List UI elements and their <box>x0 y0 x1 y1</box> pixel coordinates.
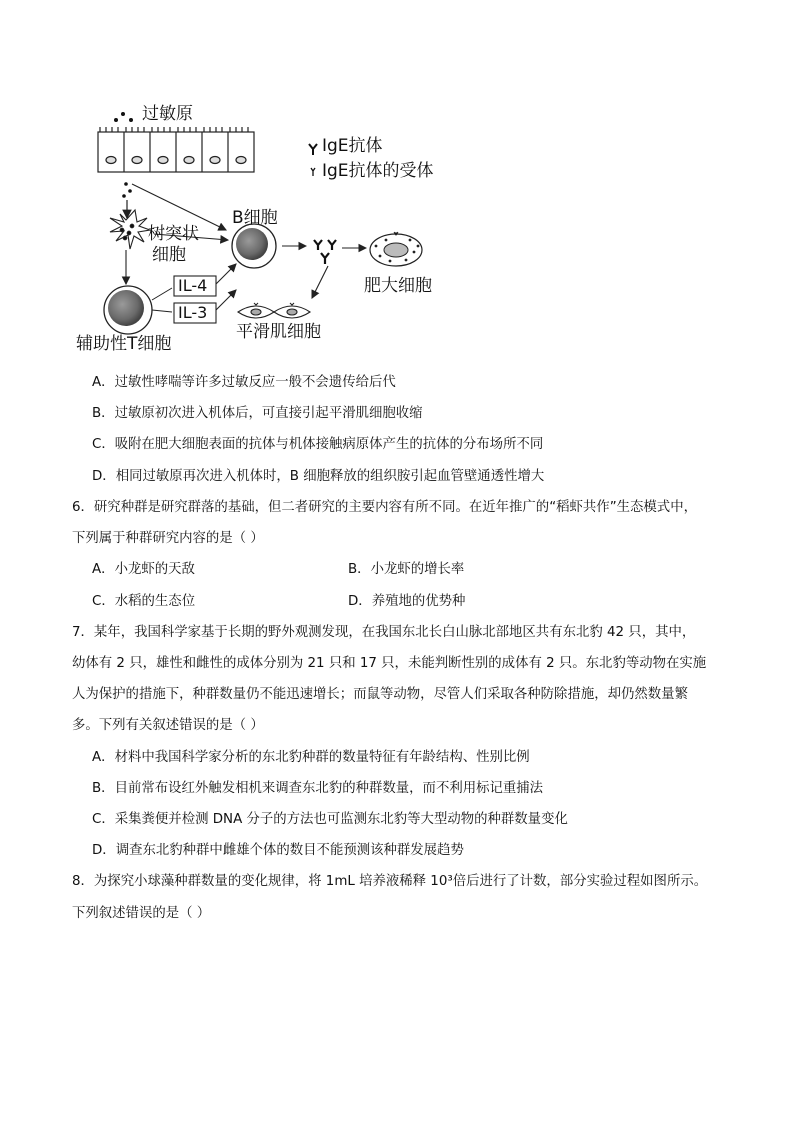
q6-option-b: B．小龙虾的增长率 <box>348 562 465 577</box>
label-b-cell: B细胞 <box>232 208 278 228</box>
q7-option-d: D．调查东北豹种群中雌雄个体的数目不能预测该种群发展趋势 <box>92 843 464 858</box>
label-mast-cell: 肥大细胞 <box>364 276 432 296</box>
b-cell-icon <box>232 224 276 268</box>
q6-stem-line2: 下列属于种群研究内容的是（ ） <box>72 531 264 546</box>
q5-option-a: A．过敏性哮喘等许多过敏反应一般不会遗传给后代 <box>92 375 396 390</box>
allergen-dots-icon <box>114 112 133 122</box>
dendritic-cell-icon <box>110 210 150 249</box>
allergen-passage-dots-icon <box>122 182 132 198</box>
q5-option-c: C．吸附在肥大细胞表面的抗体与机体接触病原体产生的抗体的分布场所不同 <box>92 437 544 452</box>
q7-option-b: B．目前常布设红外触发相机来调查东北豹的种群数量，而不利用标记重捕法 <box>92 781 544 796</box>
q7-stem-line1: 7．某年，我国科学家基于长期的野外观测发现，在我国东北长白山脉北部地区共有东北豹 42 只，其中， <box>72 625 696 640</box>
q6-option-c: C．水稻的生态位 <box>92 594 196 609</box>
q7-stem-line4: 多。下列有关叙述错误的是（ ） <box>72 718 264 733</box>
ige-antibodies-icon <box>314 240 336 264</box>
legend-ige-antibody: IgE抗体 <box>322 136 383 156</box>
allergy-mechanism-diagram <box>60 100 480 365</box>
q8-stem-line2: 下列叙述错误的是（ ） <box>72 906 211 921</box>
mast-cell-icon <box>370 232 422 266</box>
ige-receptor-legend-icon <box>311 168 315 176</box>
label-helper-t-cell: 辅助性T细胞 <box>76 334 172 354</box>
label-il3: IL-3 <box>178 303 208 322</box>
q7-stem-line3: 人为保护的措施下，种群数量仍不能迅速增长；而鼠等动物，尽管人们采取各种防除措施，却仍然数量繁 <box>72 687 688 702</box>
q7-option-a: A．材料中我国科学家分析的东北豹种群的数量特征有年龄结构、性别比例 <box>92 750 530 765</box>
q5-option-b: B．过敏原初次进入机体后，可直接引起平滑肌细胞收缩 <box>92 406 423 421</box>
q7-stem-line2: 幼体有 2 只，雄性和雌性的成体分别为 21 只和 17 只，未能判断性别的成体有 2 只。东北豹等动物在实施 <box>72 656 707 671</box>
q5-option-d: D．相同过敏原再次进入机体时，B 细胞释放的组织胺引起血管壁通透性增大 <box>92 469 545 484</box>
legend-ige-receptor: IgE抗体的受体 <box>322 161 434 181</box>
smooth-muscle-cells-icon <box>238 303 310 318</box>
q6-stem-line1: 6．研究种群是研究群落的基础，但二者研究的主要内容有所不同。在近年推广的“稻虾共作”生态模式中， <box>72 500 697 515</box>
label-dendritic-line1: 树突状 <box>148 224 199 244</box>
epithelial-cells-icon <box>98 127 254 172</box>
q6-option-a: A．小龙虾的天敌 <box>92 562 195 577</box>
q8-stem-line1: 8．为探究小球藻种群数量的变化规律，将 1mL 培养液稀释 10³倍后进行了计数，部分实验过程如图所示。 <box>72 874 708 889</box>
label-allergen: 过敏原 <box>142 104 193 124</box>
ige-antibody-legend-icon <box>309 144 317 155</box>
label-dendritic-line2: 细胞 <box>152 245 186 265</box>
q6-option-d: D．养殖地的优势种 <box>348 594 466 609</box>
helper-t-cell-icon <box>104 286 152 334</box>
label-il4: IL-4 <box>178 276 208 295</box>
q7-option-c: C．采集粪便并检测 DNA 分子的方法也可监测东北豹等大型动物的种群数量变化 <box>92 812 568 827</box>
label-smooth-muscle: 平滑肌细胞 <box>236 322 321 342</box>
